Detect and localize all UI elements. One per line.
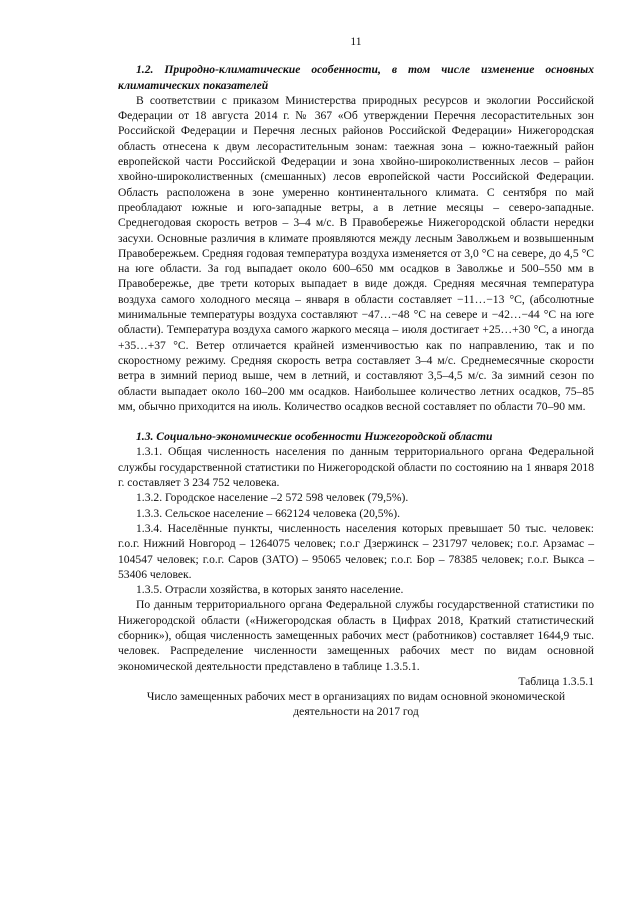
paragraph-1-3-1: 1.3.1. Общая численность населения по данным территориального органа Федеральной службы государственной статистики по Нижегородской области по состоянию на 1 января 2018 г. составляет 3 234 752 человека. xyxy=(118,445,594,490)
paragraph-employment: По данным территориального органа Федеральной службы государственной статистики по Нижегородской области («Нижегородская область в Цифрах 2018, Краткий статистический сборник»), общая численность замещенных рабочих мест (работников) составляет 1644,9 тыс. человек. Распределение численности замещенных рабочих мест по видам основной экономической деятельности представлено в таблице 1.3.5.1. xyxy=(118,598,594,673)
paragraph-1-3-5: 1.3.5. Отрасли хозяйства, в которых занято население. xyxy=(136,583,404,597)
section-heading-1-2: 1.2. Природно-климатические особенности, в том числе изменение основных климатических показателей xyxy=(118,63,594,92)
paragraph-1-3-3: 1.3.3. Сельское население – 662124 человека (20,5%). xyxy=(136,506,400,520)
paragraph-1-3-2: 1.3.2. Городское население –2 572 598 человек (79,5%). xyxy=(136,491,409,505)
section-gap xyxy=(118,414,594,429)
climate-paragraph: В соответствии с приказом Министерства природных ресурсов и экологии Российской Федерации от 18 августа 2014 г. № 367 «Об утверждении Перечня лесорастительных зон Российской Федерации и Перечня лесных районов Российской Федерации» Нижегородская область отнесена к двум лесорастительным зонам: таежная зона – южно-таежный район европейской части Российской Федерации и зона хвойно-широколиственных лесов – район хвойно-широколиственных (смешанных) лесов европейской части Российской Федерации. Область расположена в зоне умеренно континентального климата. С сентября по май преобладают южные и юго-западные ветры, а в летние месяцы – северо-западные. Среднегодовая скорость ветров – 3–4 м/с. В Правобережье Нижегородской области нередки засухи. Основные различия в климате проявляются между лесным Заволжьем и возвышенным Правобережьем. Средняя годовая температура воздуха изменяется от 3,0 °С на севере, до 4,5 °С на юге области. За год выпадает около 600–650 мм осадков в Заволжье и 500–550 мм в Правобережье, две трети которых выпадает в виде дождя. Средняя месячная температура воздуха самого холодного месяца – января в области составляет −11…−13 °С, (абсолютные минимальные температуры воздуха составляют −47…−48 °С на севере и −42…−44 °С на юге области). Температура воздуха самого жаркого месяца – июля достигает +25…+30 °С, а иногда +35…+37 °С. Ветер отличается крайней изменчивостью как по направлению, так и по скоростному режиму. Средняя скорость ветра составляет 3–4 м/с. Среднемесячные скорости ветра в зимний период выше, чем в летний, и составляют 3,5–4,5 м/с. За зимний сезон по области выпадает около 160–200 мм осадков. Наибольшее количество летних осадков, 75–85 мм, обычно приходится на июль. Количество осадков весной составляет по области 70–90 мм. xyxy=(118,93,594,413)
table-caption: Число замещенных рабочих мест в организациях по видам основной экономической деятельности на 2017 год xyxy=(146,690,566,719)
paragraph-1-3-4: 1.3.4. Населённые пункты, численность населения которых превышает 50 тыс. человек: г.о.г. Нижний Новгород – 1264075 человек; г.о.г Дзержинск – 231797 человек; г.о.г. Арзамас – 104547 человек; г.о.г. Саров (ЗАТО) – 95065 человек; г.о.г. Бор – 78385 человек; г.о.г. Выкса – 53406 человек. xyxy=(118,521,594,581)
table-label: Таблица 1.3.5.1 xyxy=(518,674,594,688)
page-number: 11 xyxy=(350,35,362,48)
section-heading-1-3: 1.3. Социально-экономические особенности Нижегородской области xyxy=(136,430,493,444)
